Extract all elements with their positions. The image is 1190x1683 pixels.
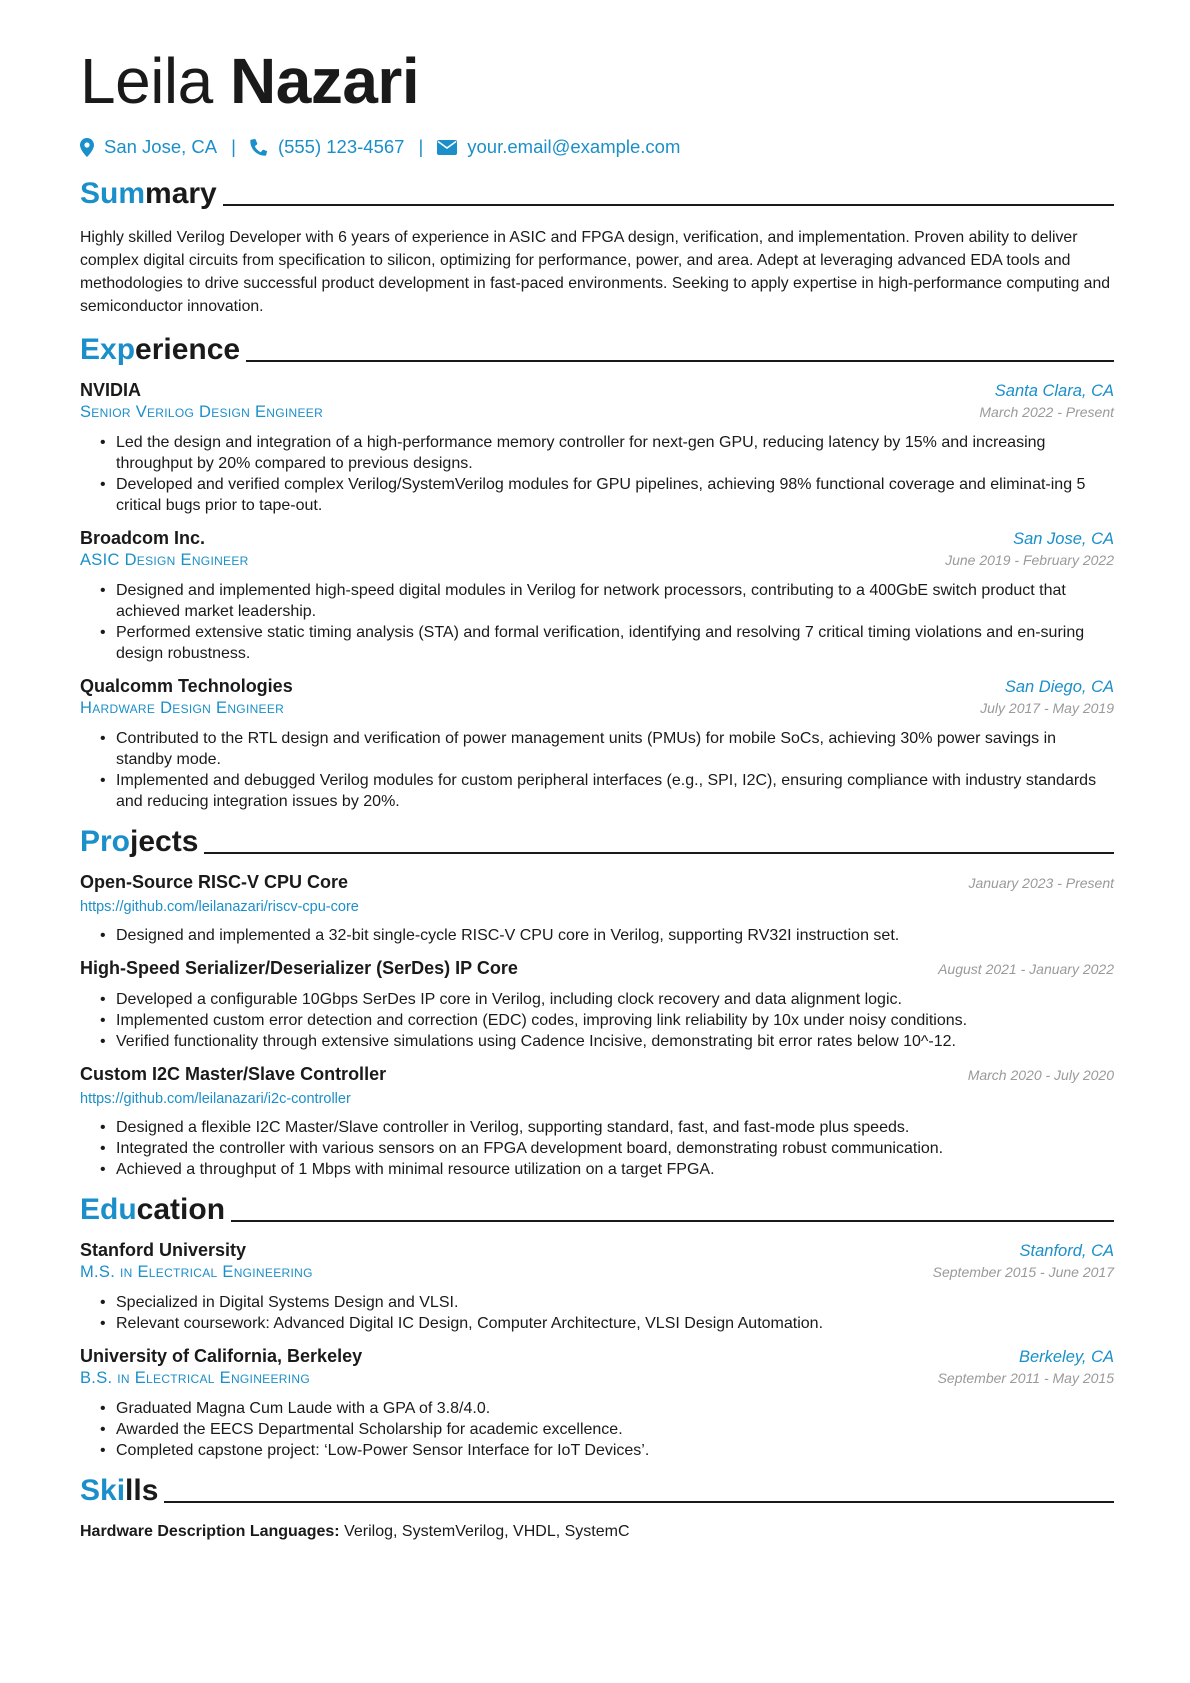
- list-item: • Contributed to the RTL design and verification of power management units (PMUs) for mobile SoCs, achieving 30% power savings in standby mode.: [100, 728, 1114, 770]
- list-item: • Designed a flexible I2C Master/Slave controller in Verilog, supporting standard, fast, and fast-mode plus speeds.: [100, 1117, 1114, 1138]
- list-item: • Completed capstone project: ‘Low-Power Sensor Interface for IoT Devices’.: [100, 1440, 1114, 1461]
- list-item: • Implemented custom error detection and correction (EDC) codes, improving link reliability by 10x under noisy conditions.: [100, 1010, 1114, 1031]
- list-item: • Implemented and debugged Verilog modules for custom peripheral interfaces (e.g., SPI, I2C), ensuring compliance with industry standards and reducing integration issues by 20%.: [100, 770, 1114, 812]
- list-item: • Performed extensive static timing analysis (STA) and formal verification, identifying and resolving 7 critical timing violations and en-suring design robustness.: [100, 622, 1114, 664]
- list-item: • Led the design and integration of a high-performance memory controller for next-gen GPU, reducing latency by 15% and increasing throughput by 20% compared to previous designs.: [100, 432, 1114, 474]
- company-name: NVIDIA: [80, 380, 142, 400]
- project-link[interactable]: https://github.com/leilanazari/i2c-controller: [80, 1091, 351, 1107]
- job-location: San Jose, CA: [1013, 530, 1114, 548]
- list-item: • Graduated Magna Cum Laude with a GPA of 3.8/4.0.: [100, 1398, 1114, 1419]
- project-link[interactable]: https://github.com/leilanazari/riscv-cpu-core: [80, 899, 359, 915]
- job-bullets: [80, 432, 1114, 516]
- list-item: • Awarded the EECS Departmental Scholarship for academic excellence.: [100, 1419, 1114, 1440]
- phone-text: (555) 123-4567: [277, 136, 405, 157]
- job-bullets: [80, 728, 1114, 812]
- summary-text: Highly skilled Verilog Developer with 6 years of experience in ASIC and FPGA design, verification, and implementation. Proven ability to deliver complex digital circuits from specification to silicon, optimizing for performance, power, and area. Adept at leveraging advanced EDA tools and methodologies to drive successful product development in fast-paced environments. Seeking to apply expertise in high-performance computing and semiconductor innovation.: [80, 229, 1111, 315]
- education-dates: September 2011 - May 2015: [937, 1370, 1114, 1386]
- project-bullets: [80, 925, 1114, 946]
- project-entry: [80, 1064, 1114, 1180]
- project-name: Open-Source RISC-V CPU Core: [80, 872, 349, 892]
- contact-separator: |: [231, 136, 236, 157]
- list-item: • Designed and implemented a 32-bit single-cycle RISC-V CPU core in Verilog, supporting RV32I instruction set.: [100, 925, 1114, 946]
- skills-title: Skills: [80, 1474, 159, 1507]
- list-item: • Integrated the controller with various sensors on an FPGA development board, demonstrating robust communication.: [100, 1138, 1114, 1159]
- skills-heading: [80, 1471, 1114, 1509]
- project-entry: [80, 958, 1114, 1052]
- education-bullets: [80, 1292, 1114, 1334]
- project-bullets: [80, 1117, 1114, 1180]
- school-name: Stanford University: [80, 1240, 247, 1260]
- projects-title: Projects: [80, 825, 199, 858]
- job-location: Santa Clara, CA: [994, 382, 1114, 400]
- job-dates: July 2017 - May 2019: [980, 700, 1114, 716]
- section-divider: [231, 1220, 1114, 1222]
- degree: M.S. in Electrical Engineering: [80, 1263, 313, 1281]
- project-name: Custom I2C Master/Slave Controller: [80, 1064, 387, 1084]
- contact-location: [80, 136, 217, 158]
- project-bullets: [80, 989, 1114, 1052]
- section-divider: [223, 204, 1114, 206]
- job-bullets: [80, 580, 1114, 664]
- education-entry: [80, 1346, 1114, 1461]
- project-dates: January 2023 - Present: [968, 875, 1114, 891]
- experience-entry: [80, 676, 1114, 812]
- candidate-name: [80, 0, 1114, 116]
- phone-icon: [250, 138, 268, 156]
- experience-heading: [80, 330, 1114, 368]
- company-name: Broadcom Inc.: [80, 528, 206, 548]
- project-dates: March 2020 - July 2020: [967, 1067, 1114, 1083]
- job-title: Senior Verilog Design Engineer: [80, 403, 324, 421]
- list-item: • Developed a configurable 10Gbps SerDes IP core in Verilog, including clock recovery and data alignment logic.: [100, 989, 1114, 1010]
- contact-email[interactable]: [437, 136, 680, 158]
- job-dates: June 2019 - February 2022: [945, 552, 1114, 568]
- contact-separator: |: [418, 136, 424, 157]
- email-link: your.email@example.com: [467, 136, 681, 157]
- skill-category-label: Hardware Description Languages:: [80, 1523, 340, 1540]
- school-location: Berkeley, CA: [1018, 1348, 1114, 1366]
- education-title: Education: [80, 1193, 226, 1226]
- summary-heading: [80, 174, 1114, 212]
- last-name: Nazari: [230, 45, 420, 117]
- skills-row: [80, 1523, 1114, 1541]
- school-name: University of California, Berkeley: [80, 1346, 363, 1366]
- contact-phone[interactable]: [250, 136, 405, 158]
- project-dates: August 2021 - January 2022: [938, 961, 1114, 977]
- first-name: Leila: [80, 45, 213, 117]
- section-divider: [204, 852, 1114, 854]
- list-item: • Designed and implemented high-speed digital modules in Verilog for network processors, contributing to a 400GbE switch product that achieved market leadership.: [100, 580, 1114, 622]
- skill-category-value: Verilog, SystemVerilog, VHDL, SystemC: [344, 1523, 630, 1540]
- education-heading: [80, 1190, 1114, 1228]
- list-item: • Achieved a throughput of 1 Mbps with minimal resource utilization on a target FPGA.: [100, 1159, 1114, 1180]
- job-title: Hardware Design Engineer: [80, 699, 285, 717]
- projects-heading: [80, 822, 1114, 860]
- job-title: ASIC Design Engineer: [80, 551, 249, 569]
- section-divider: [246, 360, 1114, 362]
- envelope-icon: [437, 140, 457, 155]
- education-dates: September 2015 - June 2017: [932, 1264, 1114, 1280]
- experience-entry: [80, 528, 1114, 664]
- experience-title: Experience: [80, 333, 241, 366]
- education-entry: [80, 1240, 1114, 1334]
- list-item: • Verified functionality through extensive simulations using Cadence Incisive, demonstrating bit error rates below 10^-12.: [100, 1031, 1114, 1052]
- list-item: • Relevant coursework: Advanced Digital IC Design, Computer Architecture, VLSI Design Automation.: [100, 1313, 1114, 1334]
- contact-bar: [80, 132, 1114, 162]
- map-pin-icon: [80, 138, 94, 157]
- company-name: Qualcomm Technologies: [80, 676, 293, 696]
- section-divider: [164, 1501, 1114, 1503]
- list-item: • Specialized in Digital Systems Design and VLSI.: [100, 1292, 1114, 1313]
- job-dates: March 2022 - Present: [979, 404, 1114, 420]
- degree: B.S. in Electrical Engineering: [80, 1369, 310, 1387]
- summary-title: Summary: [80, 177, 217, 210]
- job-location: San Diego, CA: [1004, 678, 1114, 696]
- experience-entry: [80, 380, 1114, 516]
- school-location: Stanford, CA: [1019, 1242, 1114, 1260]
- education-bullets: [80, 1398, 1114, 1461]
- project-entry: [80, 872, 1114, 946]
- list-item: • Developed and verified complex Verilog/SystemVerilog modules for GPU pipelines, achieving 98% functional coverage and eliminat-ing 5 critical bugs prior to tape-out.: [100, 474, 1114, 516]
- project-name: High-Speed Serializer/Deserializer (SerDes) IP Core: [80, 958, 518, 978]
- location-text: San Jose, CA: [104, 136, 218, 157]
